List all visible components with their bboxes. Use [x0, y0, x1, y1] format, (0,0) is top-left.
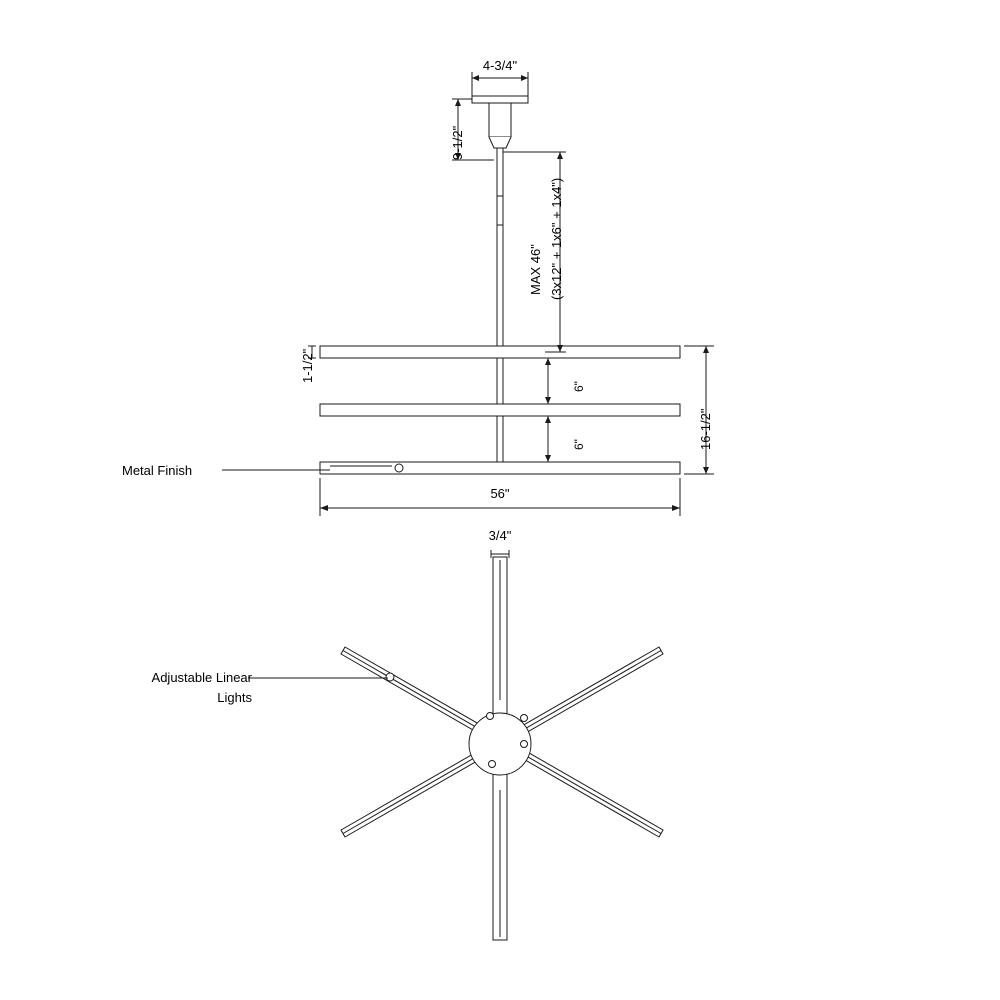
- canopy-taper: [489, 137, 511, 148]
- linear-bar-top: [320, 346, 680, 358]
- dim-arrow-sp2-up: [545, 416, 551, 423]
- plan-pivot-2: [521, 715, 528, 722]
- dim-arrow-maxdrop-up: [557, 152, 563, 159]
- plan-pivot-1: [487, 713, 494, 720]
- dim-arrow-right: [521, 75, 528, 81]
- dim-label-spacing-1: 6": [572, 381, 586, 392]
- dim-arrow-total-up: [703, 346, 709, 353]
- dim-arrow-sp1-down: [545, 397, 551, 404]
- dim-label-stem-drop: 9-1/2": [450, 125, 465, 160]
- dim-arrow-left: [472, 75, 479, 81]
- callout-adjustable-lights-line1: Adjustable Linear: [151, 670, 252, 685]
- linear-bar-bottom: [320, 462, 680, 474]
- dim-arrow-up: [455, 99, 461, 106]
- dim-arrow-len-right: [672, 505, 680, 511]
- callout-metal-finish: Metal Finish: [122, 463, 193, 478]
- bottom-bar-pivot: [395, 464, 403, 472]
- canopy-plate: [472, 96, 528, 103]
- dim-label-canopy-width: 4-3/4": [482, 58, 518, 73]
- plan-pivot-4: [489, 761, 496, 768]
- dim-label-bar-thickness: 1-1/2": [300, 348, 315, 383]
- dim-arrow-len-left: [320, 505, 328, 511]
- dim-label-max-drop-detail: (3x12" + 1x6" + 1x4"): [549, 177, 564, 300]
- dim-arrow-sp1-up: [545, 358, 551, 365]
- dim-label-max-drop: MAX 46": [528, 244, 543, 295]
- linear-bar-middle: [320, 404, 680, 416]
- dim-label-total-height: 16-1/2": [698, 408, 713, 450]
- plan-pivot-3: [521, 741, 528, 748]
- dim-arrow-sp2-down: [545, 455, 551, 462]
- callout-adjustable-lights-line2: Lights: [217, 690, 252, 705]
- dim-label-bar-depth: 3/4": [488, 528, 512, 543]
- dim-arrow-total-down: [703, 467, 709, 474]
- canopy-body: [489, 103, 511, 137]
- dim-label-spacing-2: 6": [572, 439, 586, 450]
- dim-label-bar-length: 56": [490, 486, 510, 501]
- plan-pivot-callout: [386, 673, 394, 681]
